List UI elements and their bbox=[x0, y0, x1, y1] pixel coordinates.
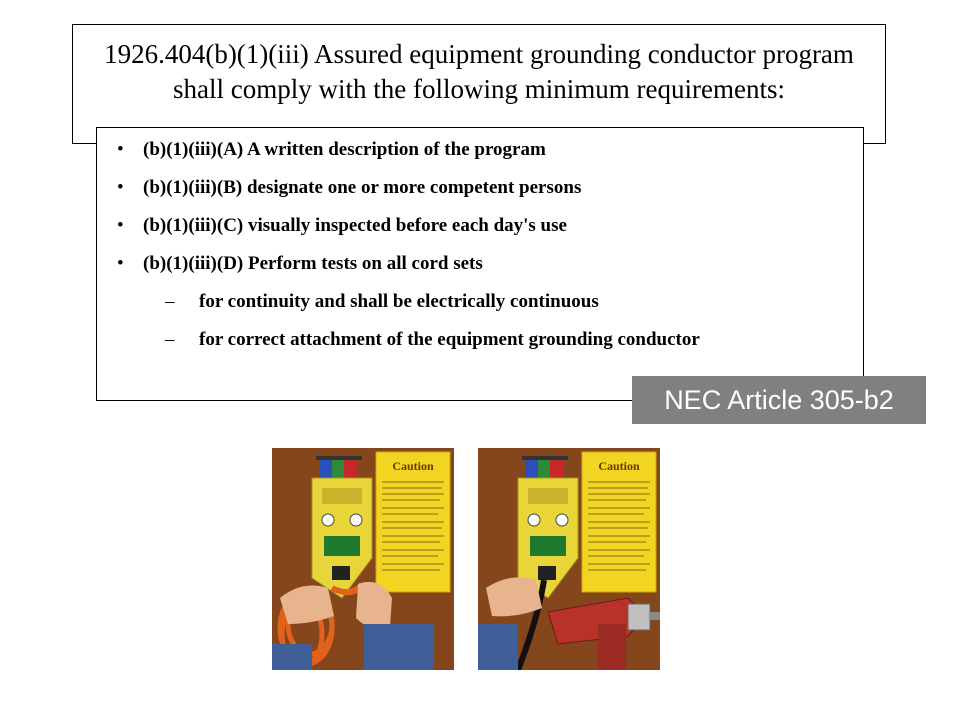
sign-heading: Caution bbox=[392, 459, 434, 473]
bullet-text: (b)(1)(iii)(A) A written description of the program bbox=[143, 139, 546, 160]
sub-bullet-item bbox=[111, 290, 849, 314]
bullet-marker: • bbox=[117, 139, 124, 160]
sub-bullet-marker: – bbox=[165, 291, 175, 312]
slide-title: 1926.404(b)(1)(iii) Assured equipment grounding conductor program shall comply with the following minimum requirements: bbox=[104, 39, 854, 104]
sub-bullet-marker: – bbox=[165, 329, 175, 350]
bullet-item bbox=[111, 138, 849, 162]
bullet-marker: • bbox=[117, 215, 124, 236]
photo-cord-test-illustration bbox=[272, 448, 454, 670]
sign-heading: Caution bbox=[598, 459, 640, 473]
bullet-marker: • bbox=[117, 253, 124, 274]
bullet-content-box bbox=[96, 127, 864, 401]
sub-bullet-text: for correct attachment of the equipment grounding conductor bbox=[199, 329, 700, 350]
photo-drill-test-illustration bbox=[478, 448, 660, 670]
sub-bullet-item bbox=[111, 328, 849, 352]
sub-bullet-text: for continuity and shall be electrically continuous bbox=[199, 291, 599, 312]
photo-cord-test bbox=[272, 448, 454, 670]
bullet-list bbox=[111, 138, 849, 352]
bullet-marker: • bbox=[117, 177, 124, 198]
photo-drill-test bbox=[478, 448, 660, 670]
bullet-text: (b)(1)(iii)(D) Perform tests on all cord sets bbox=[143, 253, 483, 274]
bullet-text: (b)(1)(iii)(C) visually inspected before each day's use bbox=[143, 215, 567, 236]
bullet-item bbox=[111, 214, 849, 238]
bullet-item bbox=[111, 176, 849, 200]
bullet-text: (b)(1)(iii)(B) designate one or more competent persons bbox=[143, 177, 582, 198]
slide-title-box bbox=[72, 24, 886, 144]
nec-article-label: NEC Article 305-b2 bbox=[632, 376, 926, 424]
bullet-item bbox=[111, 252, 849, 276]
